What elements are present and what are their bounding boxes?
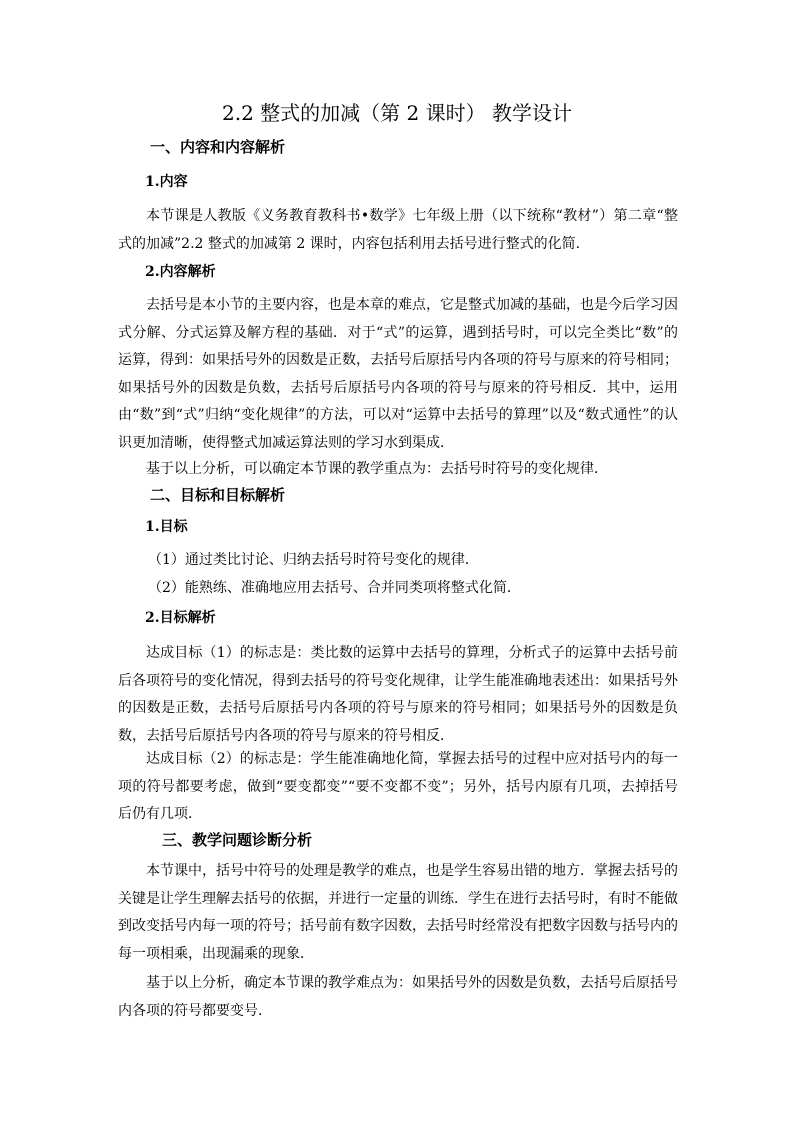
subheading-content: 1.内容	[145, 174, 188, 190]
section-heading-diagnosis: 三、教学问题诊断分析	[162, 831, 313, 849]
document-title: 2.2 整式的加减（第 2 课时） 教学设计	[222, 101, 572, 125]
goal-item-1: （1）通过类比讨论、归纳去括号时符号变化的规律．	[148, 552, 479, 568]
section-heading-content: 一、内容和内容解析	[150, 138, 286, 156]
subheading-content-analysis: 2.内容解析	[145, 264, 216, 280]
goal-item-2: （2）能熟练、准确地应用去括号、合并同类项将整式化简．	[148, 580, 521, 596]
paragraph-content-analysis: 去括号是本小节的主要内容，也是本章的难点，它是整式加减的基础，也是今后学习因式分解、分式运算及解方程的基础．对于“式”的运算，遇到括号时，可以完全类比“数”的运算，得到：如果括号外的因数是正数，去括号后原括号内各项的符号与原来的符号相同；如果括号外的因数是负数，去括号后原括号内各项的符号与原来的符号相反．其中，运用由“数”到“式”归纳“变化规律”的方法，可以对“运算中去括号的算理”以及“数式通性”的认识更加清晰，使得整式加减运算法则的学习水到渠成．	[118, 297, 678, 451]
section-heading-goals: 二、目标和目标解析	[150, 486, 286, 504]
paragraph-diagnosis: 本节课中，括号中符号的处理是教学的难点，也是学生容易出错的地方．掌握去括号的关键是让学生理解去括号的依据，并进行一定量的训练．学生在进行去括号时，有时不能做到改变括号内每一项的符号；括号前有数字因数，去括号时经常没有把数字因数与括号内的每一项相乘，出现漏乘的现象．	[118, 863, 678, 962]
paragraph-content: 本节课是人教版《义务教育教科书•数学》七年级上册（以下统称“教材”）第二章“整式的加减”2.2 整式的加减第 2 课时，内容包括利用去括号进行整式的化简.	[118, 208, 678, 252]
paragraph-goal-2-indicator: 达成目标（2）的标志是：学生能准确地化简，掌握去括号的过程中应对括号内的每一项的符号都要考虑，做到“要变都变”“要不变都不变”；另外，括号内原有几项，去掉括号后仍有几项．	[118, 751, 678, 822]
paragraph-goal-1-indicator: 达成目标（1）的标志是：类比数的运算中去括号的算理，分析式子的运算中去括号前后各项符号的变化情况，得到去括号的符号变化规律，让学生能准确地表述出：如果括号外的因数是正数，去括号后原括号内各项的符号与原来的符号相同；如果括号外的因数是负数，去括号后原括号内各项的符号与原来的符号相反．	[118, 645, 678, 744]
subheading-goals-analysis: 2.目标解析	[145, 610, 216, 626]
paragraph-teaching-focus: 基于以上分析，可以确定本节课的教学重点为：去括号时符号的变化规律．	[146, 461, 608, 477]
subheading-goals: 1.目标	[145, 519, 188, 535]
paragraph-teaching-difficulty: 基于以上分析，确定本节课的教学难点为：如果括号外的因数是负数，去括号后原括号内各项的符号都要变号.	[118, 975, 678, 1019]
